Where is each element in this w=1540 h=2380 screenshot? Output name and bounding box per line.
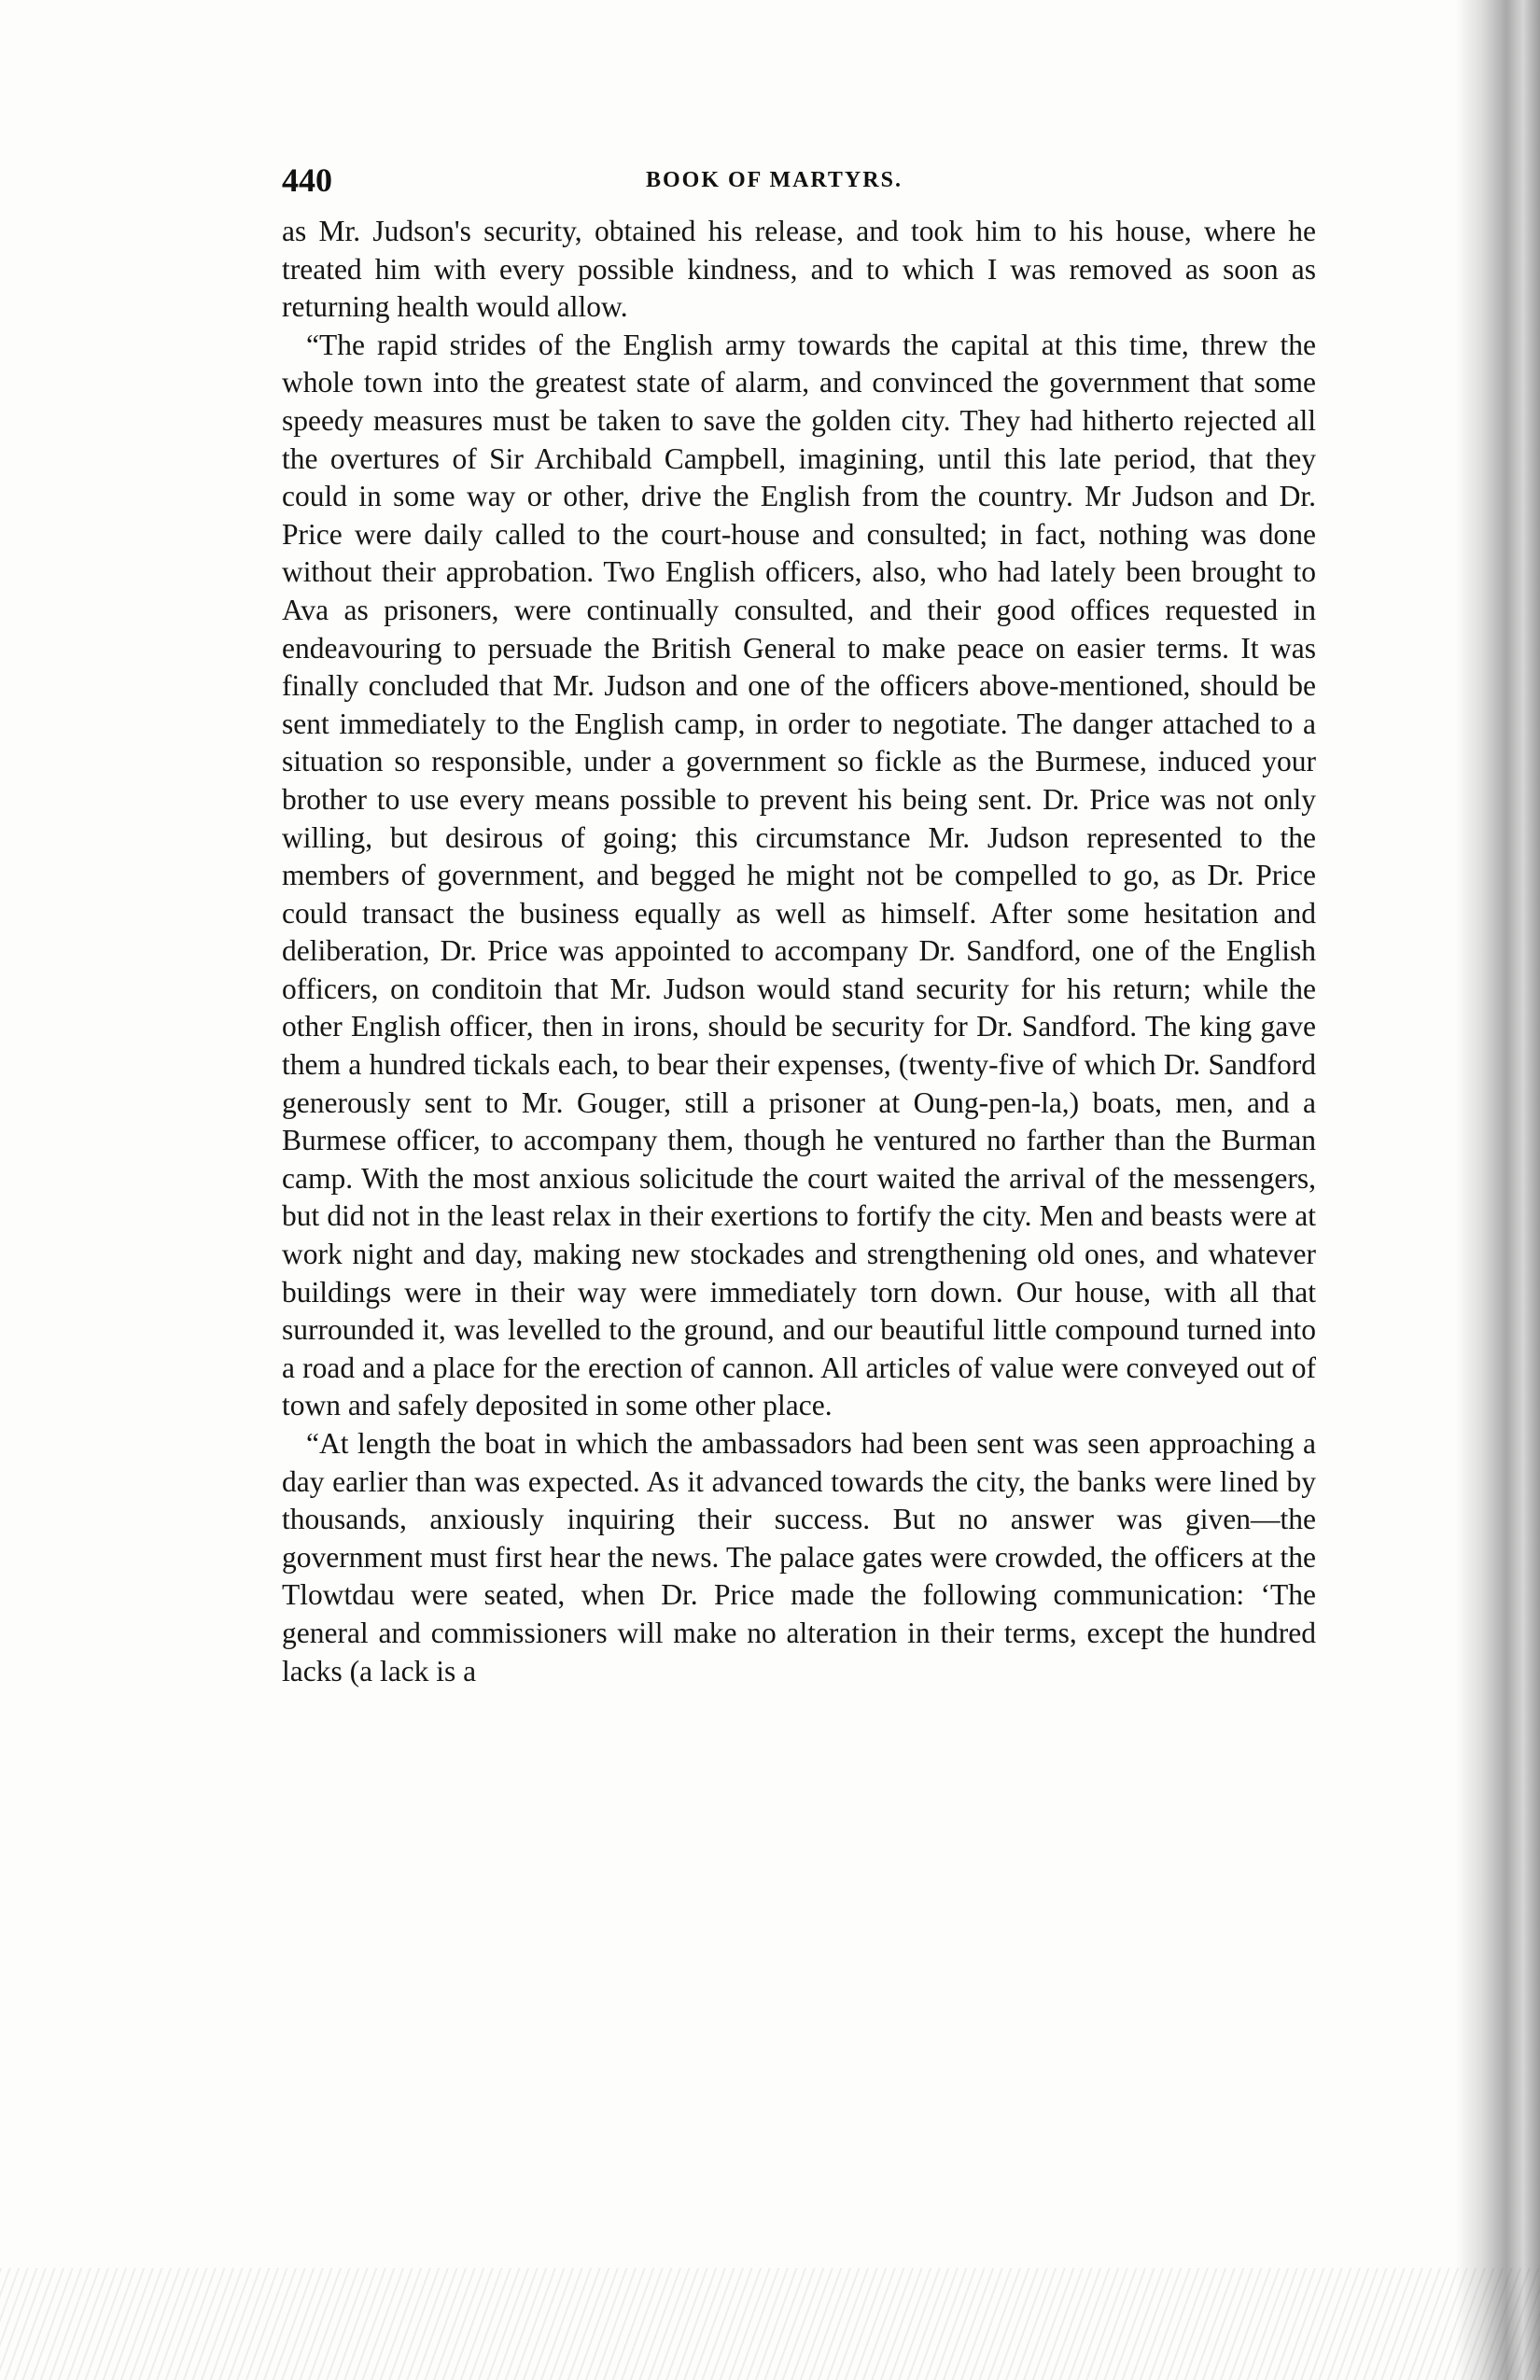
page-number: 440 bbox=[282, 161, 332, 199]
running-head: BOOK OF MARTYRS. bbox=[646, 168, 903, 192]
page-header bbox=[282, 161, 1290, 198]
paragraph-ambassadors: “At length the boat in which the ambassadors had been sent was seen approaching a day earlier than was expected. As it advanced towards the city, the banks were lined by thousands, anxiously inquiring their success. But no answer was given—the government must first hear the news. The palace gates were crowded, the officers at the Tlowtdau were seated, when Dr. Price made the following communication: ‘The general and commissioners will make no alteration in their terms, except the hundred lacks (a lack is a bbox=[282, 1427, 1316, 1687]
body-text bbox=[282, 213, 1316, 1690]
paragraph-continuation: as Mr. Judson's security, obtained his release, and took him to his house, where he treated him with every possible kindness, and to which I was removed as soon as returning health would allow. bbox=[282, 215, 1316, 324]
paragraph-english-army: “The rapid strides of the English army towards the capital at this time, threw the whole town into the greatest state of alarm, and convinced the government that some speedy measures must be taken to save the golden city. They had hitherto rejected all the overtures of Sir Archibald Campbell, imagining, until this late period, that they could in some way or other, drive the English from the country. Mr Judson and Dr. Price were daily called to the court-house and consulted; in fact, nothing was done without their approbation. Two English officers, also, who had lately been brought to Ava as prisoners, were continually consulted, and their good offices requested in endeavouring to persuade the British General to make peace on easier terms. It was finally concluded that Mr. Judson and one of the officers above-mentioned, should be sent immediately to the English camp, in order to negotiate. The danger attached to a situation so responsible, under a government so fickle as the Burmese, induced your brother to use every means possible to prevent his being sent. Dr. Price was not only willing, but desirous of going; this circumstance Mr. Judson represented to the members of government, and begged he might not be compelled to go, as Dr. Price could transact the business equally as well as himself. After some hesitation and deliberation, Dr. Price was appointed to accompany Dr. Sandford, one of the English officers, on conditoin that Mr. Judson would stand security for his return; while the other English officer, then in irons, should be security for Dr. Sandford. The king gave them a hundred tickals each, to bear their expenses, (twenty-five of which Dr. Sandford generously sent to Mr. Gouger, still a prisoner at Oung-pen-la,) boats, men, and a Burmese officer, to accompany them, though he ventured no farther than the Burman camp. With the most anxious solicitude the court waited the arrival of the messengers, but did not in the least relax in their exertions to fortify the city. Men and beasts were at work night and day, making new stockades and strengthening old ones, and whatever buildings were in their way were immediately torn down. Our house, with all that surrounded it, was levelled to the ground, and our beautiful little compound turned into a road and a place for the erection of cannon. All articles of value were conveyed out of town and safely deposited in some other place. bbox=[282, 328, 1316, 1422]
page-bottom-texture bbox=[0, 2268, 1540, 2380]
page-edge-shadow bbox=[1456, 0, 1540, 2380]
